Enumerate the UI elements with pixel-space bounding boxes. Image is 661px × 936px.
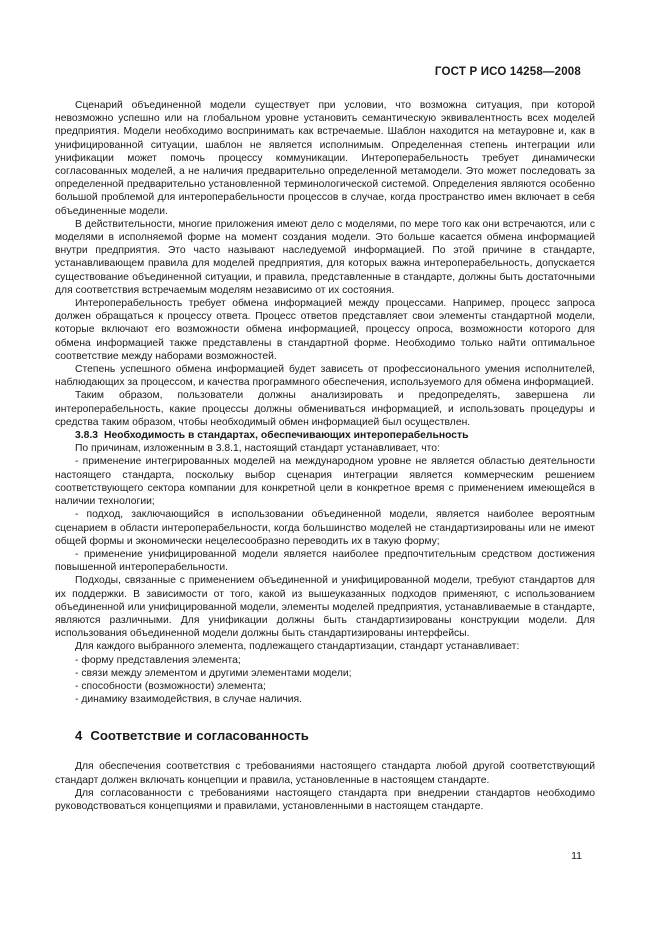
- list-item: - применение интегрированных моделей на международном уровне не является областью деятельности настоящего стандарта, поскольку выбор сценария интеграции является коммерческим решением соответствующего сектора компании для конкретной цели в конкретное время с применением имеющейся в наличии технологии;: [55, 456, 595, 508]
- section-title: Соответствие и согласованность: [90, 728, 309, 744]
- list-item: - подход, заключающийся в использовании объединенной модели, является наиболее вероятным сценарием в области интероперабельности, когда большинство моделей не стандартизированы или не имеют общей формы и экономически нецелесообразно переводить их в такую форму;: [55, 509, 595, 547]
- intro-line: По причинам, изложенным в 3.8.1, настоящий стандарт устанавливает, что:: [75, 443, 440, 455]
- list-item: - связи между элементом и другими элементами модели;: [75, 667, 352, 679]
- intro-line: Для каждого выбранного элемента, подлежащего стандартизации, стандарт устанавливает:: [75, 641, 520, 653]
- list-item: - применение унифицированной модели является наиболее предпочтительным средством достижения повышенной интероперабельности.: [55, 548, 595, 574]
- paragraph: Таким образом, пользователи должны анализировать и предопределять, завершена ли интероперабельность, какие процессы должны обмениваться информацией, и использовать процедуры и средства таким образом, чтобы необходимый обмен информацией был осуществлен.: [55, 390, 595, 428]
- paragraph: Степень успешного обмена информацией будет зависеть от профессионального умения исполнителей, наблюдающих за процессом, и качества программного обеспечения, используемого для обмена информацией.: [55, 364, 595, 389]
- subsection-title: Необходимость в стандартах, обеспечивающих интероперабельность: [104, 430, 469, 442]
- paragraph: Подходы, связанные с применением объединенной и унифицированной модели, требуют стандартов для их поддержки. В зависимости от того, какой из вышеуказанных подходов применяют, с использованием объединенной или унифицированной модели, элементы моделей предприятия, устанавливаемые в стандарте, являются различными. Для унификации должны быть стандартизированы конструкции модели. Для использования объединенной модели должны быть стандартизированы интерфейсы.: [55, 575, 595, 640]
- document-code-header: ГОСТ Р ИСО 14258—2008: [434, 66, 581, 78]
- section-number: 4: [75, 728, 83, 744]
- subsection-number: 3.8.3: [75, 430, 99, 442]
- paragraph: Для обеспечения соответствия с требованиями настоящего стандарта любой другой соответствующий стандарт должен включать концепции и правила, установленные в настоящем стандарте.: [55, 761, 595, 786]
- section-heading: [55, 728, 595, 744]
- list-item: - форму представления элемента;: [75, 654, 241, 666]
- page-body: [55, 99, 595, 813]
- paragraph: Интероперабельность требует обмена информацией между процессами. Например, процесс запроса должен обращаться к процессу ответа. Процесс ответов представляет свои элементы стандартной модели, которые включают его возможности обмена информацией, процессу опроса, возможности которого для обмена информацией также представлены в стандартной форме. Необходимо только найти оптимальное соответствие между наборами возможностей.: [55, 298, 595, 362]
- paragraph: В действительности, многие приложения имеют дело с моделями, по мере того как они встречаются, или с моделями в исполняемой форме на момент создания модели. Это больше касается обмена информацией внутри предприятия. Это часто называют наследуемой информацией. По этой причине в стандарте, устанавливающем правила для моделей предприятия, для которых важна интероперабельность, допускается существование объединенной ситуации, и правила, представленные в стандарте, должны быть достаточными для соответствия встречаемым моделям независимо от их состояния.: [55, 218, 595, 296]
- page-number: 11: [571, 850, 582, 862]
- paragraph: Сценарий объединенной модели существует при условии, что возможна ситуация, при которой невозможно успешно или на глобальном уровне установить семантическую эквивалентность всех моделей предприятия. Модели необходимо воспринимать как встречаемые. Шаблон находится на метауровне и, как в унифицированной ситуации, шаблон не является исполнимым. Определенная степень интеграции или унификации может помочь процессу коммуникации. Интероперабельность требует динамически согласованных моделей, а не наличия предварительно определенной метамодели. Это может последовать за определенной предварительно установленной терминологической системой. Определения являются особенно большой проблемой для интероперабельности процессов в случае, когда пространство имен включает в себя объединенные модели.: [55, 100, 595, 217]
- list-item: - способности (возможности) элемента;: [75, 680, 266, 692]
- subsection-heading: [55, 429, 595, 442]
- list-item: - динамику взаимодействия, в случае наличия.: [75, 694, 302, 706]
- paragraph: Для согласованности с требованиями настоящего стандарта при внедрении стандартов необходимо руководствоваться концепциями и правилами, установленными в настоящем стандарте.: [55, 787, 595, 812]
